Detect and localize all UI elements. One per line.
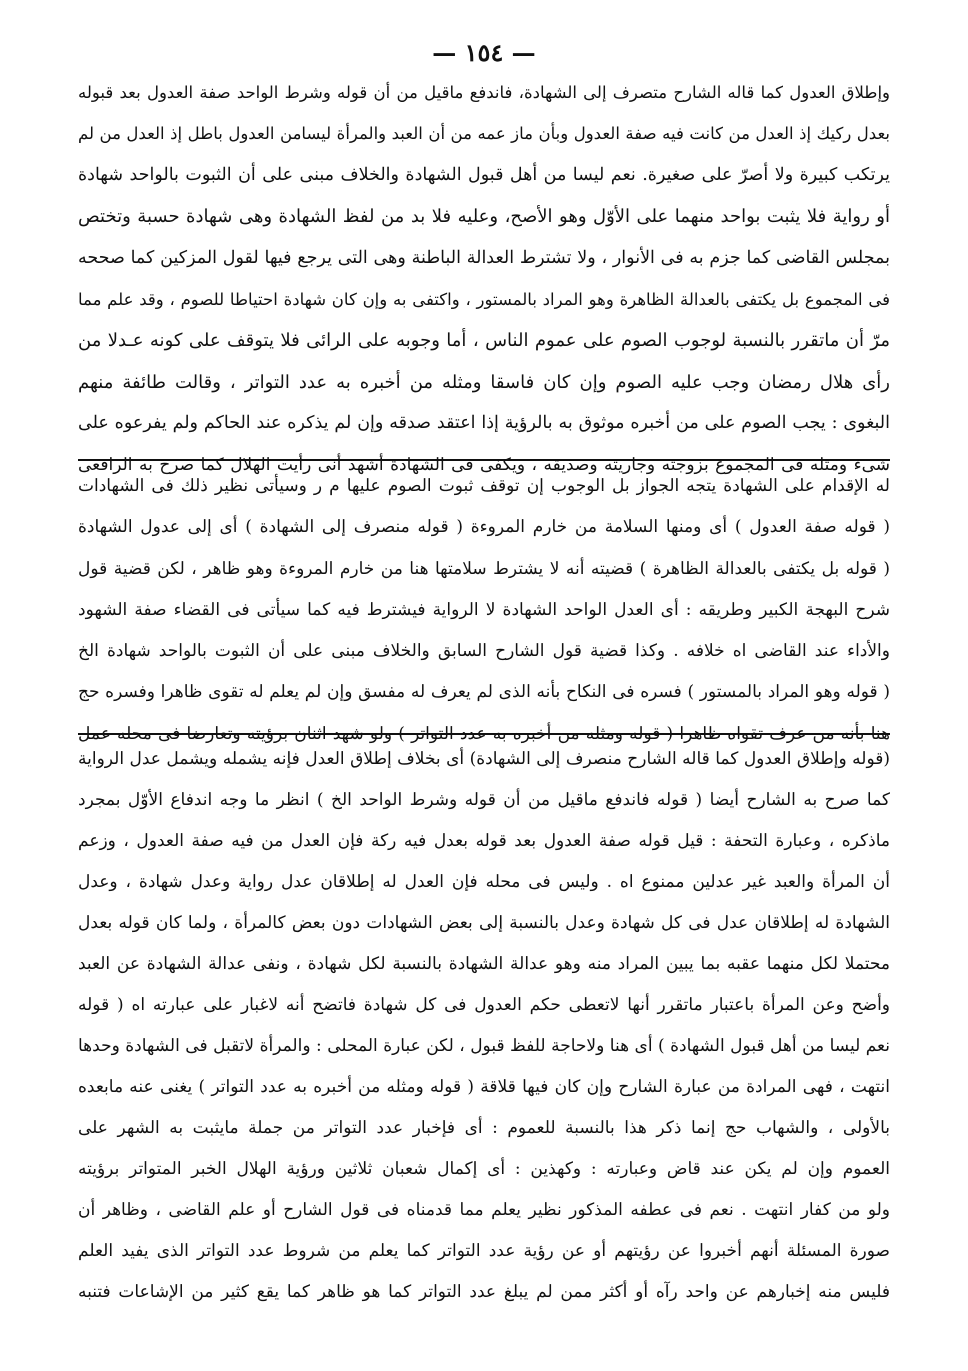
footnote-line: كما صرح به الشارح أيضا ( قوله فاندفع ماقيل من أن قوله وشرط الواحد الخ ) انظر ما وجه اندفاع الأوّل بمجرد — [78, 790, 890, 810]
footnote-line: ( قوله بل يكتفى بالعدالة الظاهرة ) قضيته أنه لا يشترط سلامتها هنا من خارم المروءة وهو ظاهر ، لكن قضية قول — [78, 558, 890, 579]
footnote-line: شرح البهجة الكبير وطريقه : أى العدل الواحد الشهادة لا الرواية فيشترط فيه كما سيأتى فى القضاء صفة الشهود — [78, 599, 890, 620]
footnote-line: ولو من كفار انتهت . نعم فى عطفه المذكور نظير يعلم مما قدمناه فى قول الشارح أو علم القاضى ، وظاهر أن — [78, 1200, 890, 1220]
main-text-line: بمجلس القاضى كما جزم به فى الأنوار ، ولا تشترط العدالة الباطنة وهى التى يرجع فيها لقول المزكين كما صححه — [78, 247, 890, 268]
main-text-line: رأى هلال رمضان وجب عليه الصوم وإن كان فاسقا ومثله من أخبره به عدد التواتر ، وقالت طائفة منهم — [78, 371, 890, 393]
footnote-line: هنا بأنه من عرف تقواه ظاهرا ( قوله ومثله من أخبره به عدد التواتر ) ولو شهد اثنان برؤيته وتعارضا فى محله عمل — [78, 723, 890, 744]
footnote-line: نعم ليسا من أهل قبول الشهادة ) أى هنا ولاحاجة للفظ قبول ، لكن عبارة المحلى : والمرأة لاتقبل فى الشهادة وحدها — [78, 1036, 890, 1056]
footnote-line: فليس منه إخبارهم عن واحد رآه أو أكثر ممن لم يبلغ عدد التواتر كما هو ظاهر كما يقع كثير من الإشاعات فتنبه — [78, 1282, 890, 1302]
main-text-line: مرّ أن ماتقرر بالنسبة لوجوب الصوم على عموم الناس ، أما وجوبه على الرائى فلا يتوقف على كونه عـدلا من — [78, 330, 890, 352]
footnote-line: والأداء عند القاضى اه خلافه . وكذا قضية قول الشارح السابق والخلاف مبنى على أن الثبوت بالواحد شهادة الخ — [78, 641, 890, 662]
main-text-line: البغوى : يجب الصوم على من أخبره موثوق به بالرؤية إذا اعتقد صدقه وإن لم يذكره عند الحاكم ولم يفرعوه على — [78, 413, 890, 434]
footnote-line: ( قوله وهو المراد بالمستور ) فسره فى النكاح بأنه الذى لم يعرف له مفسق وإن لم يعلم له تقوى ظاهرا وفسره حج — [78, 682, 890, 703]
footnote-line: الشهادة له إطلاقان عدل فى كل شهادة وعدل بالنسبة إلى بعض الشهادات دون بعض كالمرأة ، ولما كان قوله بعدل — [78, 913, 890, 933]
main-text-line: وإطلاق العدول كما قاله الشارح متصرف إلى الشهادة، فاندفع ماقيل من أن قوله وشرط الواحد صفة العدول بعد قبوله — [78, 83, 890, 102]
footnote-line: صورة المسئلة أنهم أخبروا عن رؤيتهم أو عن رؤية عدد التواتر كما يعلم من شروط عدد التواتر الذى يفيد العلم — [78, 1241, 890, 1261]
main-text-line: بعدل ركيك إذ العدل من كانت فيه صفة العدول وبأن ماز عمه من أن العبد والمرأة ليسامن العدول باطل إذ العدل من لم — [78, 124, 890, 144]
footnote-line: بالأولى ، والشهاب حج إنما ذكر هذا بالنسبة للعموم : أى فإخبار عدد التواتر من جملة مايثبت به الشهر على — [78, 1118, 890, 1138]
footnote-line: العموم وإن لم يكن عند قاض وعبارته : وكهذين : أى إكمال شعبان ثلاثين ورؤية الهلال الخبر المتواتر برؤيته — [78, 1159, 890, 1179]
main-text-line: يرتكب كبيرة ولا أصرّ على صغيرة. نعم ليسا من أهل قبول الشهادة والخلاف مبنى على أن الثبوت بالواحد شهادة — [78, 164, 890, 185]
main-text-line: أو رواية فلا يثبت بواحد منهما على الأوّل وهو الأصح، وعليه فلا بد من لفظ الشهادة وهى شهادة حسبة وتختص — [78, 206, 890, 228]
footnote-line: ماذكره ، وعبارة التحفة : قيل قوله صفة العدول بعد قوله بعدل فيه ركة فإن العدل من فيه صفة العدول ، وزعم — [78, 831, 890, 851]
footnote-line: له الإقدام على الشهادة يتجه الجواز بل الوجوب إن توقف ثبوت الصوم عليها م ر وسيأتى نظير ذلك فى الشهادات — [78, 476, 890, 496]
page-number: — ١٥٤ — — [432, 38, 536, 67]
footnote-block-2 — [78, 739, 890, 1313]
footnote-line: أن المرأة والعبد غير عدلين ممنوع اه . وليس فى محله فإن العدل له إطلاقان عدل رواية وعدل شهادة ، وعدل — [78, 872, 890, 892]
footnote-line: وأضح وعن المرأة باعتبار ماتقرر أنها لاتعطى حكم العدول فى كل شهادة فاتضح أنه لاغبار على عبارته اه ( قوله — [78, 995, 890, 1015]
section-divider — [78, 459, 890, 461]
footnote-line: ( قوله صفة العدول ) أى ومنها السلامة من خارم المروءة ( قوله منصرف إلى الشهادة ) أى إلى عدول الشهادة — [78, 517, 890, 538]
main-text-line: شىء ومثله فى المجموع بزوجته وجاريته وصديقه ، ويكفى فى الشهادة أشهد أنى رأيت الهلال كما صرح به الرافعى — [78, 454, 890, 475]
footnote-block-1 — [78, 466, 890, 755]
main-text-block — [78, 72, 890, 486]
section-divider — [78, 733, 890, 735]
main-text-line: فى المجموع بل يكتفى بالعدالة الظاهرة وهو المراد بالمستور ، واكتفى به وإن كان شهادة احتياطا للصوم ، وقد علم مما — [78, 289, 890, 309]
footnote-line: (قوله وإطلاق العدول كما قاله الشارح منصرف إلى الشهادة) أى بخلاف إطلاق العدل فإنه يشمله ويشمل عدل الرواية — [78, 749, 890, 769]
footnote-line: انتهت ، فهى المرادة من عبارة الشارح وإن كان فيها قلاقة ( قوله ومثله من أخبره به عدد التواتر ) يغنى عنه مابعده — [78, 1077, 890, 1097]
footnote-line: محتملا لكل منهما عقبه بما يبين المراد منه وهو عدالة الشهادة بالنسبة لكل شهادة ، ونفى عدالة الشهادة عن العبد — [78, 954, 890, 974]
